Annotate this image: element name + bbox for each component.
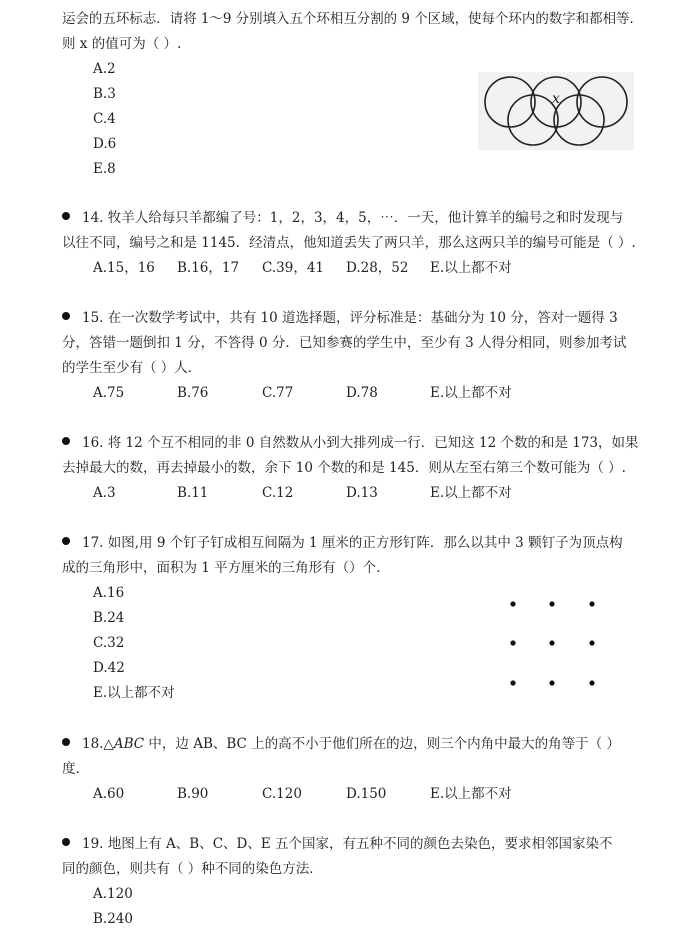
nail-dot xyxy=(549,601,554,606)
q19-option-b: B.240 xyxy=(93,911,133,927)
bullet-icon xyxy=(62,312,70,320)
q15-line-3: 的学生至少有（ ）人． xyxy=(62,360,202,376)
q17-option-b: B.24 xyxy=(93,610,125,626)
q17-option-a: A.16 xyxy=(93,585,125,601)
q15-line-1: 15. 在一次数学考试中，共有 10 道选择题，评分标准是：基础分为 10 分，答对一题得 3 xyxy=(62,312,618,326)
q18-option-d: D.150 xyxy=(346,786,387,802)
q14-option-d: D.28，52 xyxy=(346,260,409,276)
q16-option-a: A.3 xyxy=(93,485,116,501)
q18-line-2: 度． xyxy=(62,761,89,777)
q18-option-a: A.60 xyxy=(93,786,125,802)
q14-option-b: B.16，17 xyxy=(177,260,240,276)
bullet-icon xyxy=(62,212,70,220)
nail-dot xyxy=(510,640,515,645)
q14-option-c: C.39，41 xyxy=(262,260,324,276)
q13-option-c: C.4 xyxy=(93,111,116,127)
olympic-rings-figure xyxy=(478,72,634,150)
nail-dot xyxy=(510,680,515,685)
q14-line-1: 14. 牧羊人给每只羊都编了号：1，2，3，4，5，⋯．一天，他计算羊的编号之和时发现与 xyxy=(62,212,623,226)
bullet-icon xyxy=(62,437,70,445)
q19-line-2: 同的颜色，则共有（ ）种不同的染色方法． xyxy=(62,861,323,877)
q18-option-b: B.90 xyxy=(177,786,209,802)
q16-line-2: 去掉最大的数，再去掉最小的数，余下 10 个数的和是 145．则从左至右第三个数可能为（ ）. xyxy=(62,460,626,476)
q13-option-a: A.2 xyxy=(93,61,116,77)
q15-option-a: A.75 xyxy=(93,385,125,401)
bullet-icon xyxy=(62,537,70,545)
nail-dot xyxy=(549,640,554,645)
q15-option-e: E.以上都不对 xyxy=(430,385,512,401)
q16-option-c: C.12 xyxy=(262,485,294,501)
q13-option-e: E.8 xyxy=(93,161,116,177)
nail-dot xyxy=(589,640,594,645)
nail-dot xyxy=(589,680,594,685)
q17-option-c: C.32 xyxy=(93,635,125,651)
q17-line-2: 成的三角形中，面积为 1 平方厘米的三角形有（）个. xyxy=(62,560,381,576)
q14-line-2: 以往不同，编号之和是 1145．经清点，他知道丢失了两只羊，那么这两只羊的编号可能是（ ）. xyxy=(62,235,636,251)
q13-option-d: D.6 xyxy=(93,136,117,152)
bullet-icon xyxy=(62,838,70,846)
q15-option-b: B.76 xyxy=(177,385,209,401)
q17-line-1: 17. 如图,用 9 个钉子钉成相互间隔为 1 厘米的正方形钉阵．那么以其中 3 颗钉子为顶点构 xyxy=(62,537,623,551)
q13-line-1: 运会的五环标志．请将 1～9 分别填入五个环相互分割的 9 个区域，使每个环内的数字和都相等． xyxy=(62,11,643,27)
q19-line-1: 19. 地图上有 A、B、C、D、E 五个国家，有五种不同的颜色去染色，要求相邻国家染不 xyxy=(62,838,613,852)
nail-grid-figure xyxy=(505,596,601,692)
bullet-icon xyxy=(62,738,70,746)
q13-line-2: 则 x 的值可为（ ）. xyxy=(62,36,182,52)
nail-dot xyxy=(510,601,515,606)
q15-option-c: C.77 xyxy=(262,385,294,401)
q13-option-b: B.3 xyxy=(93,86,116,102)
q16-option-b: B.11 xyxy=(177,485,209,501)
q18-line-1: 18.△ABC 中，边 AB、BC 上的高不小于他们所在的边，则三个内角中最大的角等于（ ） xyxy=(62,738,620,752)
nail-dot xyxy=(589,601,594,606)
q17-option-d: D.42 xyxy=(93,660,125,676)
q15-line-2: 分，答错一题倒扣 1 分，不答得 0 分．已知参赛的学生中，至少有 3 人得分相同，则参加考试 xyxy=(62,335,627,351)
ring-x-label: x xyxy=(552,91,560,107)
q14-option-a: A.15，16 xyxy=(93,260,155,276)
q16-option-e: E.以上都不对 xyxy=(430,485,512,501)
q18-option-c: C.120 xyxy=(262,786,302,802)
q17-option-e: E.以上都不对 xyxy=(93,685,175,701)
q14-option-e: E.以上都不对 xyxy=(430,260,512,276)
q15-option-d: D.78 xyxy=(346,385,378,401)
q16-line-1: 16. 将 12 个互不相同的非 0 自然数从小到大排列成一行．已知这 12 个数的和是 173，如果 xyxy=(62,437,639,451)
nail-dot xyxy=(549,680,554,685)
q16-option-d: D.13 xyxy=(346,485,378,501)
triangle-abc: ABC xyxy=(113,736,145,752)
q18-option-e: E.以上都不对 xyxy=(430,786,512,802)
q19-option-a: A.120 xyxy=(93,886,133,902)
